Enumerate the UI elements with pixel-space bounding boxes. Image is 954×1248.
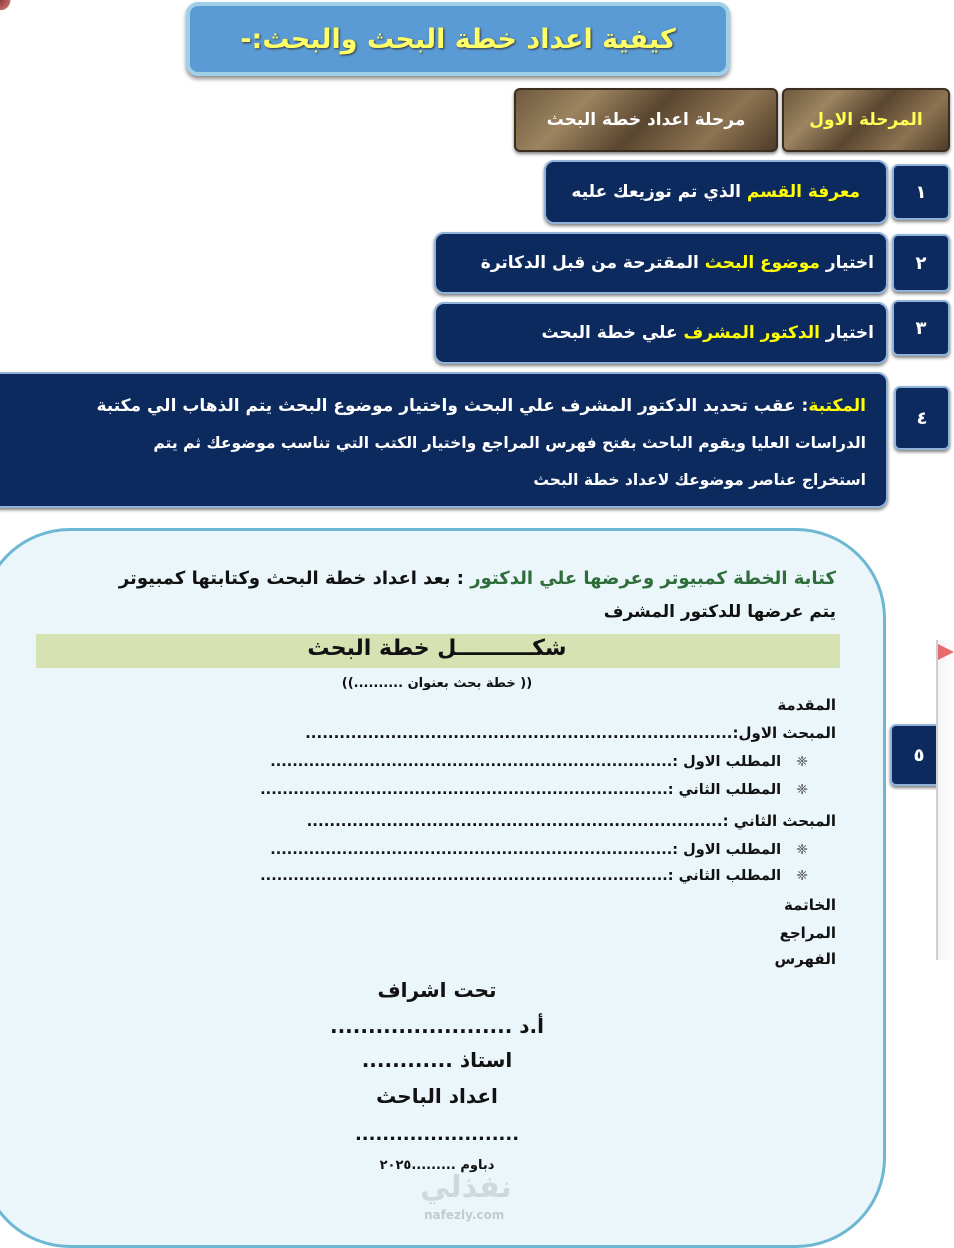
page-edge-decoration xyxy=(936,640,954,960)
outline-chapter-1: المبحث الاول:........................................................................... xyxy=(305,724,836,742)
step-2-text: المقترحة من قبل الدكاترة xyxy=(480,253,705,273)
bullet-icon: ❈ xyxy=(796,842,808,858)
stage-name-box xyxy=(514,88,778,152)
outline-index: الفهرس xyxy=(774,950,836,968)
diploma-line: دباوم .........٢٠٢٥ xyxy=(379,1158,495,1173)
step-3-prefix: اختيار xyxy=(819,323,874,343)
step-1-text: الذي تم توزيعك عليه xyxy=(571,182,747,202)
plan-title: شكــــــــــل خطة البحث xyxy=(307,636,567,661)
step-number-2: ٢ xyxy=(892,234,950,292)
researcher-dots: ........................ xyxy=(354,1124,520,1145)
step-number-4: ٤ xyxy=(894,386,950,450)
step-1-box xyxy=(544,160,888,224)
supervision-label: تحت اشراف xyxy=(377,978,497,1002)
plan-subtitle: (( خطة بحث بعنوان ..........)) xyxy=(341,676,533,691)
step-number-1: ١ xyxy=(892,164,950,220)
step-4-highlight: المكتبة xyxy=(808,396,866,416)
outline-ch2-section-2: ❈ المطلب الثاني :.......................................................................... xyxy=(260,868,808,884)
step-2-highlight: موضوع البحث xyxy=(704,253,820,273)
outline-chapter-2: المبحث الثاني :......................................................................... xyxy=(306,812,836,830)
arrow-decoration-icon xyxy=(938,644,954,660)
outline-references: المراجع xyxy=(779,924,836,942)
step-5-heading-line-2: يتم عرضها للدكتور المشرف xyxy=(603,602,836,622)
page-title: كيفية اعداد خطة البحث والبحث:- xyxy=(240,23,676,55)
step-2-box xyxy=(434,232,888,294)
outline-ch1-section-1: ❈ المطلب الاول :......................................................................... xyxy=(270,754,808,770)
step-number-3: ٣ xyxy=(892,300,950,356)
step-4-line-1: : عقب تحديد الدكتور المشرف علي البحث واختيار موضوع البحث يتم الذهاب الي مكتبة xyxy=(96,396,809,416)
watermark-logo: نفذلي xyxy=(420,1170,512,1205)
step-3-text: علي خطة البحث xyxy=(541,323,684,343)
professor-line: أ.د ........................ xyxy=(329,1014,545,1038)
step-5-heading-rest: : بعد اعداد خطة البحث وكتابتها كمبيوتر xyxy=(118,568,471,589)
step-number-5: ٥ xyxy=(890,724,948,786)
outline-intro: المقدمة xyxy=(777,696,836,714)
prepared-by-label: اعداد الباحث xyxy=(376,1084,498,1108)
step-5-heading-row xyxy=(119,568,836,589)
stage-label: المرحلة الاول xyxy=(809,110,923,130)
bullet-icon: ❈ xyxy=(796,754,808,770)
bullet-icon: ❈ xyxy=(796,868,808,884)
step-1-highlight: معرفة القسم xyxy=(746,182,860,202)
stage-name: مرحلة اعداد خطة البحث xyxy=(546,110,746,130)
outline-conclusion: الخاتمة xyxy=(783,896,836,914)
outline-ch2-section-1: ❈ المطلب الاول :......................................................................... xyxy=(270,842,808,858)
step-4-box xyxy=(0,372,888,508)
step-5-heading: كتابة الخطة كمبيوتر وعرضها علي الدكتور xyxy=(470,568,836,589)
step-3-box xyxy=(434,302,888,364)
corner-decoration-icon xyxy=(0,0,14,10)
bullet-icon: ❈ xyxy=(796,782,808,798)
step-3-highlight: الدكتور المشرف xyxy=(683,323,820,343)
stage-label-box xyxy=(782,88,950,152)
step-4-line-2: الدراسات العليا ويقوم الباحث بفتح فهرس المراجع واختيار الكتب التي تناسب موضوعك ثم يتم xyxy=(153,434,866,452)
ustaz-line: استاذ ............ xyxy=(361,1048,513,1072)
step-4-line-3: استخراج عناصر موضوعك لاعداد خطة البحث xyxy=(533,471,866,489)
step-2-prefix: اختيار xyxy=(819,253,874,273)
outline-ch1-section-2: ❈ المطلب الثاني :.......................................................................... xyxy=(260,782,808,798)
watermark-site: nafezly.com xyxy=(424,1208,505,1222)
page-title-box xyxy=(186,2,730,76)
